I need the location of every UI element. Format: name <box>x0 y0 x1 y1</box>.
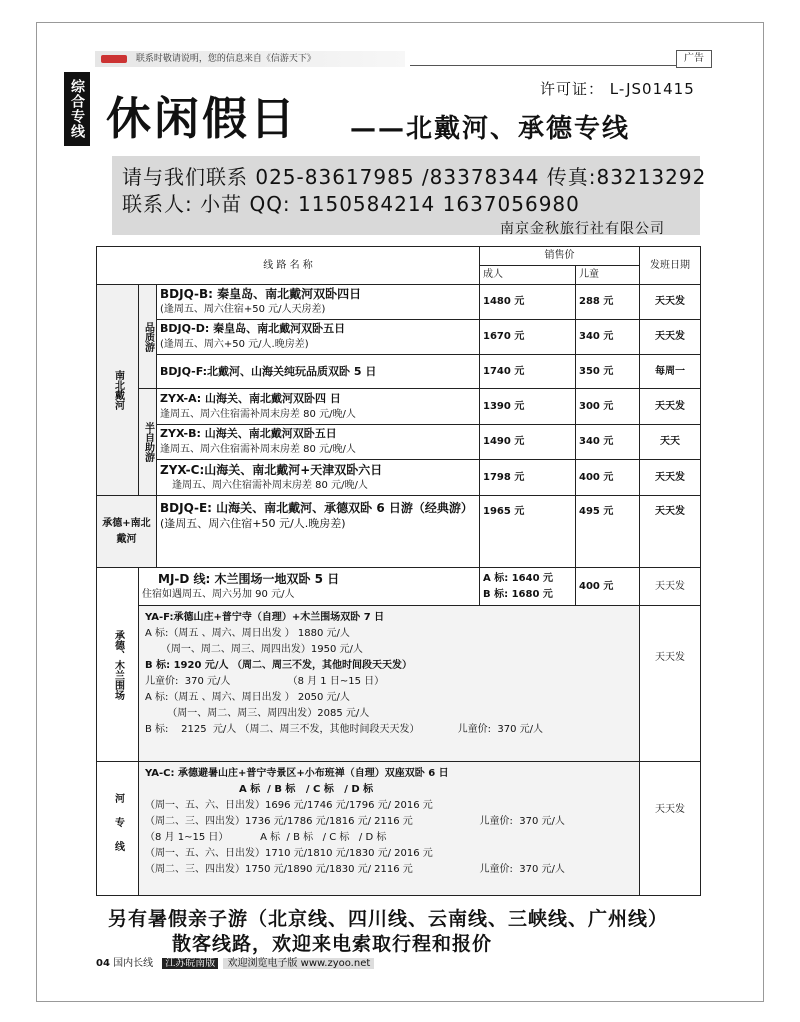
table-row <box>97 460 701 496</box>
ad-tag: 广告 <box>676 50 712 68</box>
adult-price-b: B 标: 1680 元 <box>483 588 553 600</box>
promo-line-2: 散客线路，欢迎来电索取行程和报价 <box>172 933 493 955</box>
adult-price: 1480 元 <box>480 285 576 320</box>
schedule: 天天发 <box>640 389 701 425</box>
edition-label: 江苏皖南版 <box>162 958 218 969</box>
adult-price-tiers <box>480 568 576 606</box>
region-river-line: 河专线 <box>97 762 139 896</box>
adult-price: 1740 元 <box>480 355 576 389</box>
child-price: 350 元 <box>576 355 640 389</box>
yaf-line: 儿童价: 370 元/人 （8 月 1 日~15 日） <box>145 676 385 687</box>
yac-route-block <box>139 762 640 896</box>
child-price: 300 元 <box>576 389 640 425</box>
yac-line: （周二、三、四出发）1736 元/1786 元/1816 元/ 2116 元 儿童价: 370 元/人 <box>145 816 565 827</box>
schedule: 天天发 <box>640 496 701 568</box>
route-name: ZYX-B: 山海关、南北戴河双卧五日 <box>160 427 337 440</box>
child-price: 495 元 <box>576 496 640 568</box>
route-name: BDJQ-E: 山海关、南北戴河、承德双卧 6 日游（经典游） <box>160 501 473 515</box>
yac-line: （周二、三、四出发）1750 元/1890 元/1830 元/ 2116 元 儿童价: 370 元/人 <box>145 864 565 875</box>
schedule: 天天发 <box>640 460 701 496</box>
region-beidaihe: 南北戴河 <box>97 285 139 496</box>
header-child: 儿童 <box>576 266 640 285</box>
schedule: 天天发 <box>640 568 701 606</box>
header-divider <box>410 65 710 66</box>
yac-line: （周一、五、六、日出发）1696 元/1746 元/1796 元/ 2016 元 <box>145 800 433 811</box>
route-cell <box>157 285 480 320</box>
schedule: 天天发 <box>640 606 701 762</box>
company-name: 南京金秋旅行社有限公司 <box>500 221 665 237</box>
header-adult: 成人 <box>480 266 576 285</box>
yaf-line: B 标: 1920 元/人 （周二、周三不发，其他时间段天天发） <box>145 660 413 671</box>
route-cell <box>157 496 480 568</box>
schedule: 天天发 <box>640 762 701 896</box>
schedule: 天天 <box>640 425 701 460</box>
table-row <box>97 568 701 606</box>
subgroup-semi: 半自助游 <box>139 389 157 496</box>
route-name: BDJQ-F:北戴河、山海关纯玩品质双卧 5 日 <box>160 364 377 378</box>
adult-price-a: A 标: 1640 元 <box>483 572 554 584</box>
table-row <box>97 320 701 355</box>
yac-title: YA-C: 承德避暑山庄+普宁寺景区+小布班禅（自理）双座双卧 6 日 <box>145 768 449 779</box>
schedule: 天天发 <box>640 285 701 320</box>
table-row <box>97 425 701 460</box>
route-cell <box>139 568 480 606</box>
schedule: 每周一 <box>640 355 701 389</box>
route-cell <box>157 425 480 460</box>
yaf-route-block <box>139 606 640 762</box>
yaf-title: YA-F:承德山庄+普宁寺（自理）+木兰围场双卧 7 日 <box>145 612 385 623</box>
route-note: (逢周五、周六住宿+50 元/人天房差) <box>160 304 326 315</box>
table-row <box>97 762 701 896</box>
ad-subtitle: ——北戴河、承德专线 <box>350 114 631 144</box>
publisher-logo-icon <box>101 55 127 63</box>
child-price: 400 元 <box>576 568 640 606</box>
contact-phone-line: 请与我们联系 025-83617985 /83378344 传真:83213292 <box>122 165 707 189</box>
route-note: 逢周五、周六住宿需补周末房差 80 元/晚/人 <box>160 444 356 455</box>
header-route-name: 线 路 名 称 <box>97 247 480 285</box>
table-row <box>97 496 701 568</box>
header-sale-price: 销售价 <box>480 247 640 266</box>
route-cell <box>157 389 480 425</box>
route-note: 逢周五、周六住宿需补周末房差 80 元/晚/人 <box>172 479 368 491</box>
table-row <box>97 606 701 762</box>
route-cell <box>157 355 480 389</box>
route-price-table <box>96 246 701 896</box>
adult-price: 1798 元 <box>480 460 576 496</box>
adult-price: 1390 元 <box>480 389 576 425</box>
page-number: 04 <box>96 958 110 969</box>
route-cell <box>157 460 480 496</box>
route-note: 住宿如遇周五、周六另加 90 元/人 <box>142 588 295 600</box>
yaf-line: A 标:（周五 、周六、周日出发 ） 2050 元/人 <box>145 692 350 703</box>
route-name: MJ-D 线: 木兰围场一地双卧 5 日 <box>158 571 340 586</box>
region-chengde-beidaihe: 承德+南北戴河 <box>97 496 157 568</box>
table-row <box>97 355 701 389</box>
route-note: 逢周五、周六住宿需补周末房差 80 元/晚/人 <box>160 408 356 420</box>
route-note: (逢周五、周六住宿+50 元/人.晚房差) <box>160 517 346 530</box>
header-schedule: 发班日期 <box>640 247 701 285</box>
yaf-line: A 标:（周五 、周六、周日出发 ） 1880 元/人 <box>145 628 350 639</box>
yaf-line: （周一、周二、周三、周四出发）2085 元/人 <box>145 708 370 719</box>
child-price: 400 元 <box>576 460 640 496</box>
table-row <box>97 285 701 320</box>
route-name: BDJQ-D: 秦皇岛、南北戴河双卧五日 <box>160 322 346 335</box>
yac-line: A 标 / B 标 / C 标 / D 标 <box>145 784 374 795</box>
route-name: ZYX-A: 山海关、南北戴河双卧四 日 <box>160 391 341 405</box>
section-tab: 综合专线 <box>64 72 90 146</box>
adult-price: 1670 元 <box>480 320 576 355</box>
route-name: BDJQ-B: 秦皇岛、南北戴河双卧四日 <box>160 287 362 301</box>
table-row <box>97 389 701 425</box>
yac-line: （8 月 1~15 日） A 标 / B 标 / C 标 / D 标 <box>145 832 387 843</box>
region-chengde-mulan: 承德、木兰围场 <box>97 568 139 762</box>
promo-line-1: 另有暑假亲子游（北京线、四川线、云南线、三峡线、广州线） <box>108 908 669 930</box>
adult-price: 1490 元 <box>480 425 576 460</box>
subgroup-quality: 品质游 <box>139 285 157 389</box>
page-footer <box>96 957 700 971</box>
license-number: 许可证： L-JS01415 <box>540 80 695 98</box>
yac-line: （周一、五、六、日出发）1710 元/1810 元/1830 元/ 2016 元 <box>145 848 433 859</box>
contact-person-line: 联系人: 小苗 QQ: 1150584214 1637056980 <box>122 192 580 216</box>
yaf-line: B 标: 2125 元/人 （周二、周三不发，其他时间段天天发） 儿童价: 370 元/人 <box>145 724 543 735</box>
yaf-line: （周一、周二、周三、周四出发）1950 元/人 <box>145 644 363 655</box>
section-name: 国内长线 <box>113 958 154 969</box>
child-price: 340 元 <box>576 425 640 460</box>
adult-price: 1965 元 <box>480 496 576 568</box>
route-name: ZYX-C:山海关、南北戴河+天津双卧六日 <box>160 462 383 477</box>
route-cell <box>157 320 480 355</box>
source-banner <box>95 51 405 67</box>
source-banner-text: 联系时敬请说明，您的信息来自《信游天下》 <box>135 54 316 64</box>
website-link[interactable]: 欢迎浏览电子版 www.zyoo.net <box>223 958 374 969</box>
child-price: 340 元 <box>576 320 640 355</box>
schedule: 天天发 <box>640 320 701 355</box>
route-note: (逢周五、周六+50 元/人.晚房差) <box>160 339 309 350</box>
child-price: 288 元 <box>576 285 640 320</box>
ad-title: 休闲假日 <box>106 92 299 145</box>
